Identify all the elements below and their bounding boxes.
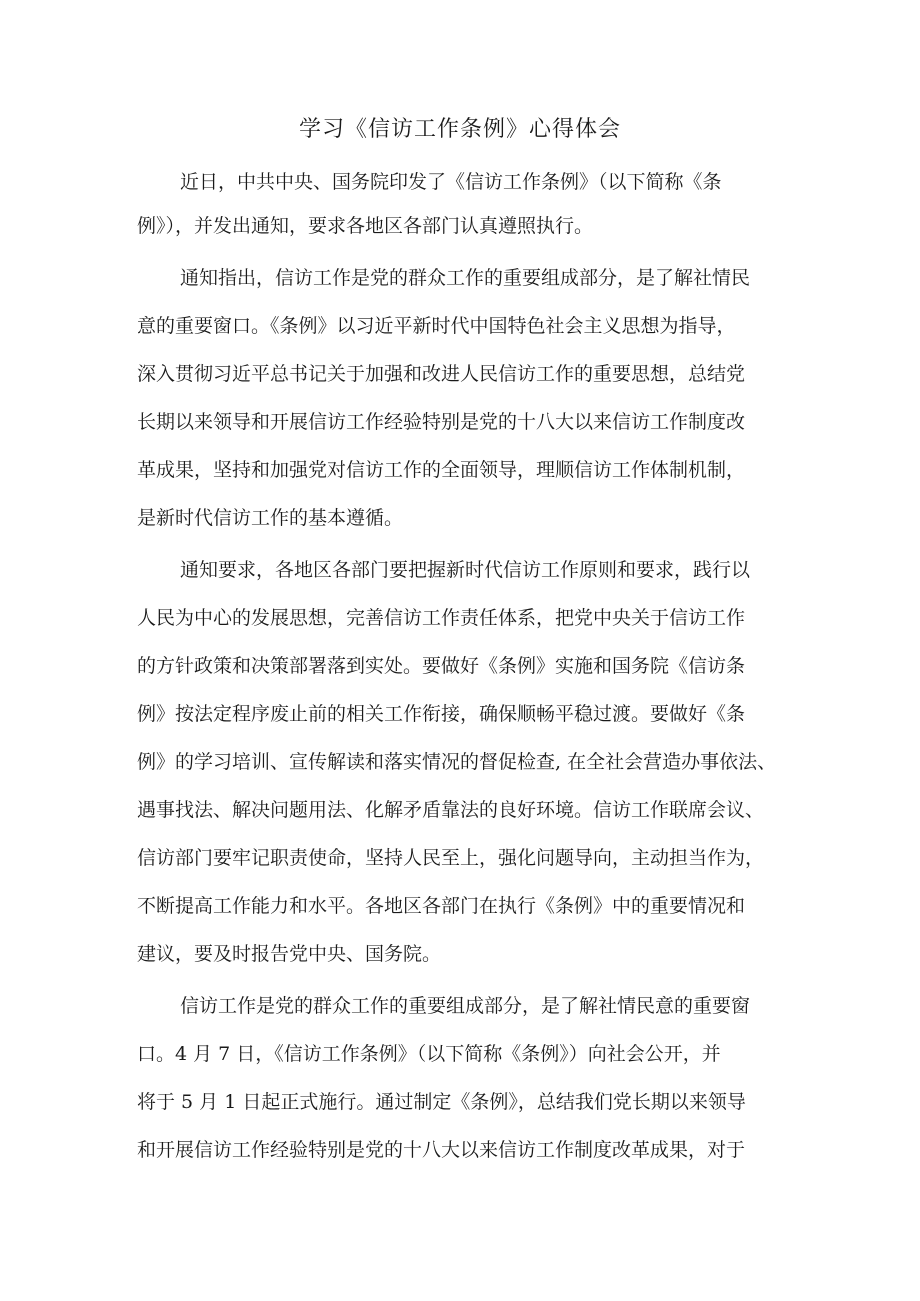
paragraph-3-line-3: 的方针政策和决策部署落到实处。要做好《条例》实施和国务院《信访条 <box>137 655 746 677</box>
paragraph-3-line-4: 例》按法定程序废止前的相关工作衔接，确保顺畅平稳过渡。要做好《条 <box>137 703 746 725</box>
paragraph-1-line-1: 近日，中共中央、国务院印发了《信访工作条例》（以下简称《条 <box>180 171 722 193</box>
paragraph-4-line-2: 口。4 月 7 日，《信访工作条例》（以下简称《条例》）向社会公开，并 <box>137 1043 721 1065</box>
paragraph-3-line-1: 通知要求，各地区各部门要把握新时代信访工作原则和要求，践行以 <box>180 559 751 581</box>
paragraph-2-line-5: 革成果，坚持和加强党对信访工作的全面领导，理顺信访工作体制机制， <box>137 459 746 481</box>
paragraph-2-line-3: 深入贯彻习近平总书记关于加强和改进人民信访工作的重要思想，总结党 <box>137 363 746 385</box>
document-title: 学习《信访工作条例》心得体会 <box>298 117 621 142</box>
paragraph-2-line-2: 意的重要窗口。《条例》以习近平新时代中国特色社会主义思想为指导， <box>137 315 736 337</box>
paragraph-2-line-4: 长期以来领导和开展信访工作经验特别是党的十八大以来信访工作制度改 <box>137 411 746 433</box>
paragraph-4-line-3: 将于 5 月 1 日起正式施行。通过制定《条例》，总结我们党长期以来领导 <box>137 1091 746 1113</box>
paragraph-4-line-1: 信访工作是党的群众工作的重要组成部分，是了解社情民意的重要窗 <box>180 995 751 1017</box>
paragraph-1-line-2: 例》），并发出通知，要求各地区各部门认真遵照执行。 <box>137 215 594 237</box>
paragraph-3-line-2: 人民为中心的发展思想，完善信访工作责任体系，把党中央关于信访工作 <box>137 607 746 629</box>
paragraph-3-line-8: 不断提高工作能力和水平。各地区各部门在执行《条例》中的重要情况和 <box>137 895 746 917</box>
paragraph-3-line-9: 建议，要及时报告党中央、国务院。 <box>137 943 442 965</box>
paragraph-3-line-5: 例》的学习培训、宣传解读和落实情况的督促检查, 在全社会营造办事依法、 <box>137 751 777 773</box>
paragraph-2-line-6: 是新时代信访工作的基本遵循。 <box>137 507 404 529</box>
paragraph-3-line-6: 遇事找法、解决问题用法、化解矛盾靠法的良好环境。信访工作联席会议、 <box>137 799 765 821</box>
paragraph-2-line-1: 通知指出，信访工作是党的群众工作的重要组成部分，是了解社情民 <box>180 267 751 289</box>
paragraph-4-line-4: 和开展信访工作经验特别是党的十八大以来信访工作制度改革成果，对于 <box>137 1139 746 1161</box>
paragraph-3-line-7: 信访部门要牢记职责使命，坚持人民至上，强化问题导向，主动担当作为， <box>137 847 765 869</box>
